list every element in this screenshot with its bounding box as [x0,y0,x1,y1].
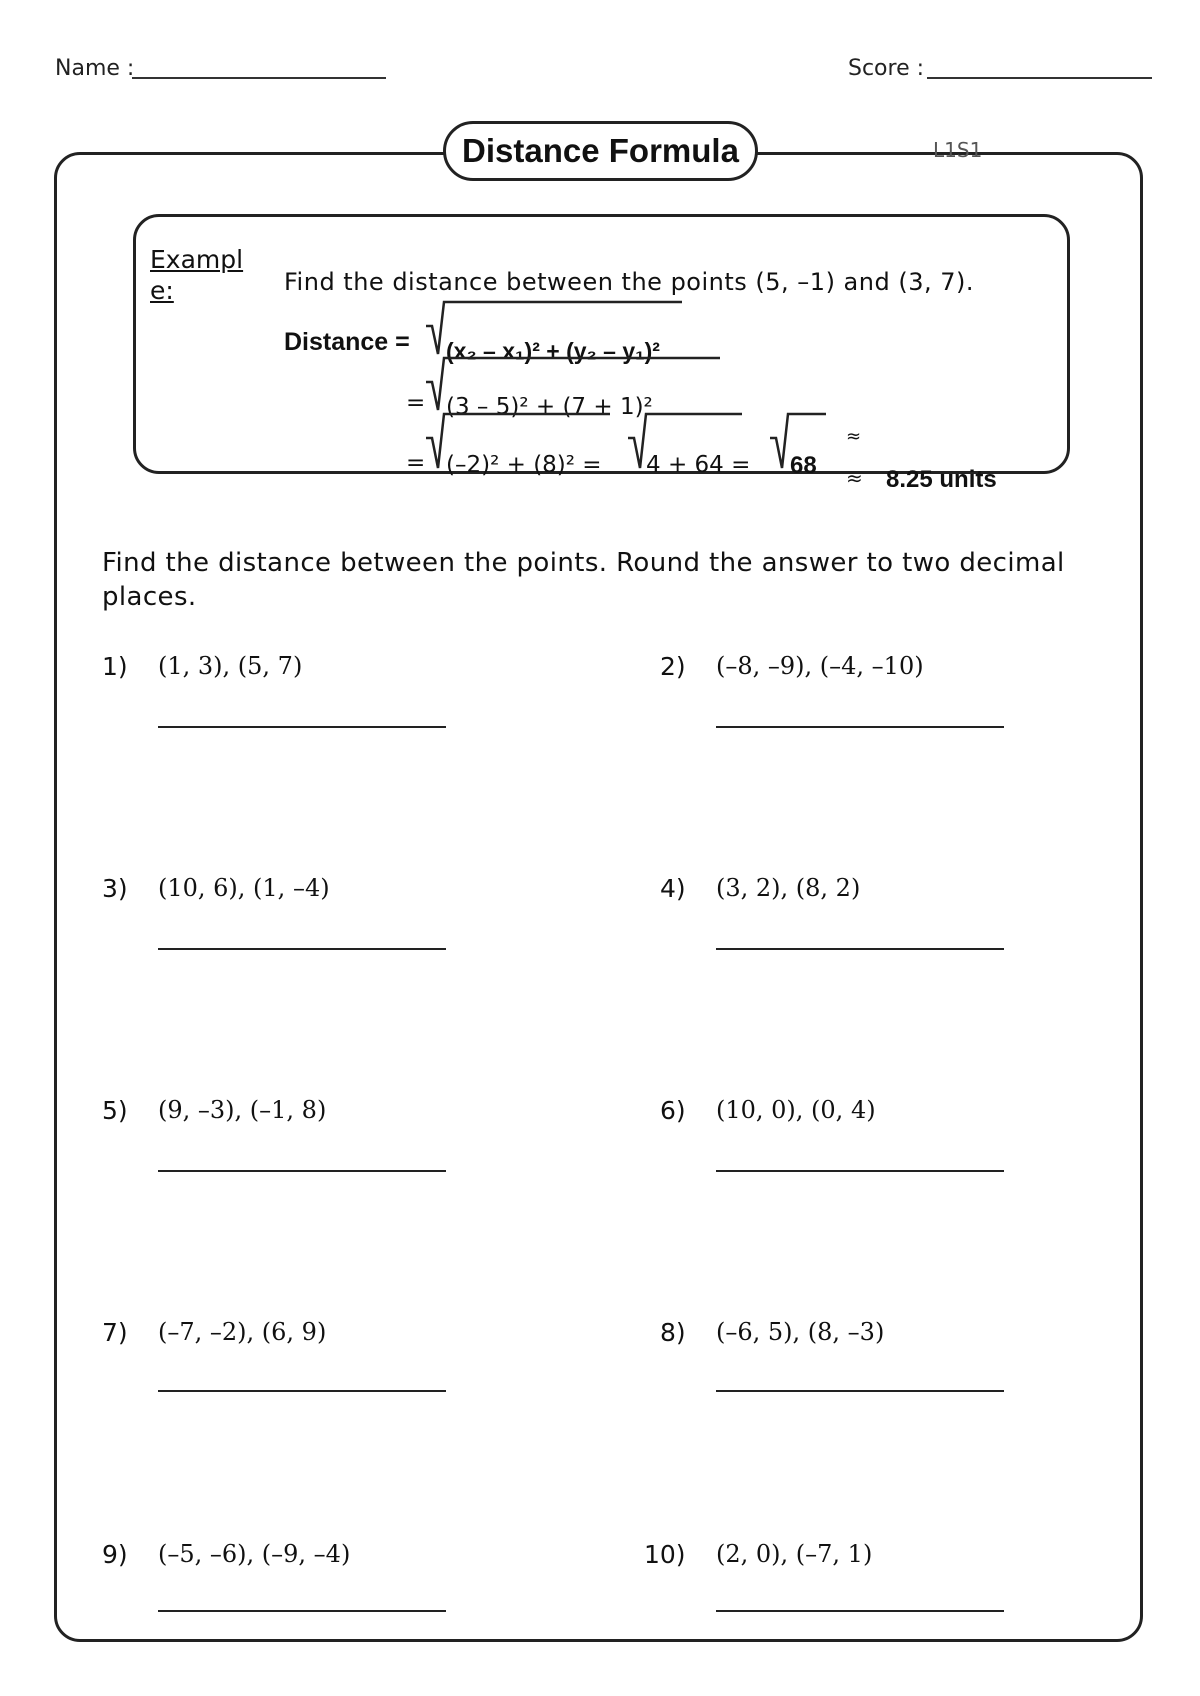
step2-sum: 4 + 64 = [646,452,751,478]
problem-points: (3, 2), (8, 2) [716,874,861,902]
step2-equals: = [406,450,426,476]
problem-points: (9, –3), (–1, 8) [158,1096,327,1124]
problem-points: (–8, –9), (–4, –10) [716,652,924,680]
problem-number: 2) [660,652,686,681]
name-label: Name : [55,56,135,81]
problem-points: (2, 0), (–7, 1) [716,1540,873,1568]
answer-line[interactable] [158,918,446,950]
example-prompt: Find the distance between the points (5, –1) and (3, 7). [284,268,974,296]
answer-line[interactable] [158,696,446,728]
step1-equals: = [406,390,426,416]
example-label: Example: [150,245,244,305]
example-answer: 8.25 units [886,466,997,493]
answer-line[interactable] [716,1580,1004,1612]
answer-line[interactable] [716,1360,1004,1392]
problem-points: (10, 6), (1, –4) [158,874,330,902]
step1-expression: (3 – 5)² + (7 + 1)² [446,394,653,420]
problem-number: 9) [102,1540,128,1569]
answer-line[interactable] [158,1580,446,1612]
problem-points: (10, 0), (0, 4) [716,1096,876,1124]
problem-number: 10) [644,1540,686,1569]
answer-line[interactable] [158,1360,446,1392]
distance-label: Distance = [284,328,410,356]
worksheet-code: L1S1 [933,138,983,162]
problem-number: 8) [660,1318,686,1347]
approx-small: ≈ [846,426,862,447]
problem-number: 6) [660,1096,686,1125]
answer-line[interactable] [716,918,1004,950]
problem-points: (–6, 5), (8, –3) [716,1318,885,1346]
problem-number: 3) [102,874,128,903]
problem-number: 1) [102,652,128,681]
problem-points: (1, 3), (5, 7) [158,652,303,680]
worksheet-title: Distance Formula [443,121,758,181]
name-field[interactable] [132,62,386,79]
approx-sign: ≈ [846,466,863,490]
step2-root: 68 [790,452,817,479]
answer-line[interactable] [716,1140,1004,1172]
problem-number: 5) [102,1096,128,1125]
step2-expression: (–2)² + (8)² = [446,452,602,478]
score-label: Score : [848,56,925,81]
problem-number: 7) [102,1318,128,1347]
answer-line[interactable] [158,1140,446,1172]
problem-points: (–7, –2), (6, 9) [158,1318,327,1346]
distance-formula: (x₂ – x₁)² + (y₂ – y₁)² [446,338,660,364]
score-field[interactable] [927,62,1152,79]
instructions: Find the distance between the points. Round the answer to two decimal places. [102,548,1065,612]
problem-number: 4) [660,874,686,903]
problem-points: (–5, –6), (–9, –4) [158,1540,351,1568]
answer-line[interactable] [716,696,1004,728]
